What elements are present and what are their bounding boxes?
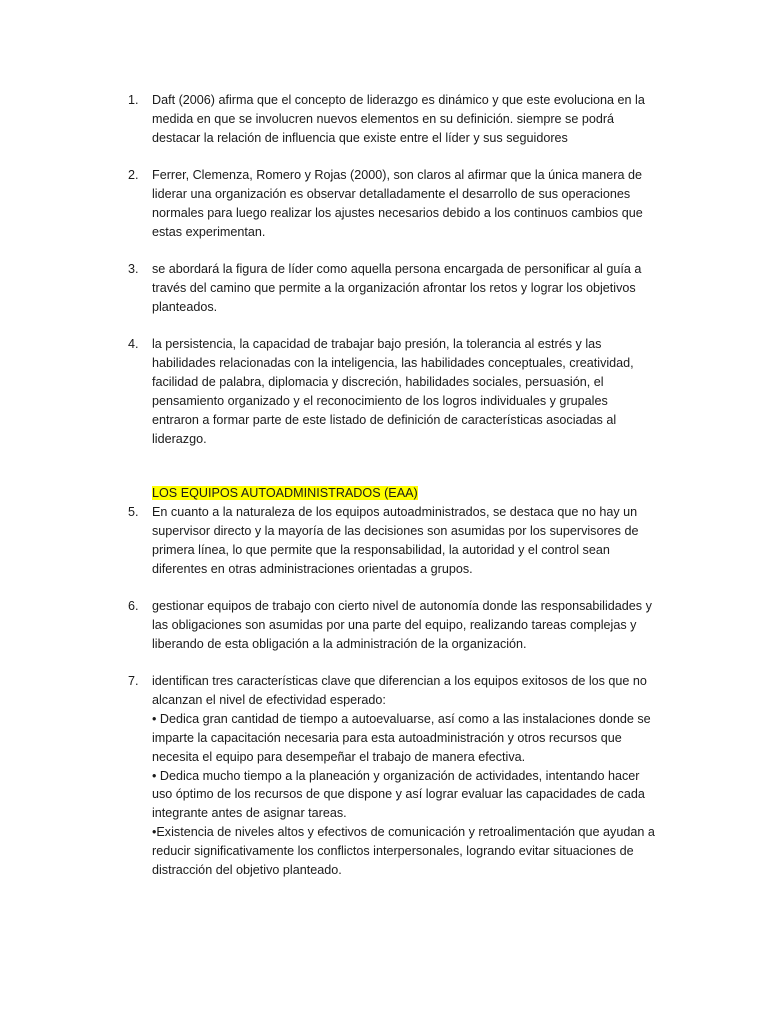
text-line: destacar la relación de influencia que existe entre el líder y sus seguidores: [152, 130, 568, 145]
item-text: [152, 166, 662, 242]
text-line: primera línea, lo que permite que la responsabilidad, la autoridad y el control sean: [152, 542, 610, 557]
text-line: Ferrer, Clemenza, Romero y Rojas (2000), son claros al afirmar que la única manera de: [152, 168, 642, 182]
text-line: se abordará la figura de líder como aquella persona encargada de personificar al guía a: [152, 262, 642, 276]
text-line: liberando de esta obligación a la administración de la organización.: [152, 636, 527, 651]
item-text: [152, 597, 662, 654]
item-text: [152, 91, 662, 148]
text-line: liderazgo.: [152, 431, 207, 446]
text-line: distracción del objetivo planteado.: [152, 863, 342, 878]
text-line: • Dedica mucho tiempo a la planeación y organización de actividades, intentando hacer: [152, 768, 640, 783]
text-line: uso óptimo de los recursos de que dispone y así lograr evaluar las capacidades de cada: [152, 787, 645, 802]
section-heading: LOS EQUIPOS AUTOADMINISTRADOS (EAA): [152, 486, 418, 500]
item-number: 7.: [128, 674, 139, 688]
item-number: 6.: [128, 599, 139, 613]
item-text: [152, 503, 662, 579]
text-line: las obligaciones son asumidas por una parte del equipo, realizando tareas complejas y: [152, 617, 637, 632]
text-line: Daft (2006) afirma que el concepto de liderazgo es dinámico y que este evoluciona en la: [152, 93, 645, 107]
text-line: diferentes en otras administraciones orientadas a grupos.: [152, 561, 473, 576]
text-line: facilidad de palabra, diplomacia y discreción, habilidades sociales, persuasión, el: [152, 374, 604, 389]
text-line: necesita el equipo para desempeñar el trabajo de manera efectiva.: [152, 749, 526, 764]
text-line: •Existencia de niveles altos y efectivos de comunicación y retroalimentación que ayudan a: [152, 825, 655, 840]
text-line: identifican tres características clave que diferencian a los equipos exitosos de los que no: [152, 674, 647, 688]
item-number: 1.: [128, 93, 139, 107]
text-line: través del camino que permite a la organización afrontar los retos y lograr los objetivos: [152, 280, 636, 295]
text-line: imparte la capacitación necesaria para esta autoadministración y otros recursos que: [152, 730, 622, 745]
item-number: 3.: [128, 262, 139, 276]
text-line: • Dedica gran cantidad de tiempo a autoevaluarse, así como a las instalaciones donde se: [152, 711, 651, 726]
text-line: alcanzan el nivel de efectividad esperado:: [152, 692, 386, 707]
text-line: la persistencia, la capacidad de trabajar bajo presión, la tolerancia al estrés y las: [152, 337, 602, 351]
item-text: [152, 260, 662, 317]
text-line: habilidades relacionadas con la inteligencia, las habilidades conceptuales, creatividad,: [152, 355, 634, 370]
text-line: normales para luego realizar los ajustes necesarios debido a los continuos cambios que: [152, 205, 643, 220]
text-line: En cuanto a la naturaleza de los equipos autoadministrados, se destaca que no hay un: [152, 505, 638, 519]
item-text: [152, 335, 662, 448]
item-number: 4.: [128, 337, 139, 351]
text-line: pensamiento organizado y el reconocimiento de los logros individuales y grupales: [152, 393, 608, 408]
text-line: supervisor directo y la mayoría de las decisiones son asumidas por los supervisores de: [152, 523, 639, 538]
text-line: reducir significativamente los conflictos interpersonales, logrando evitar situaciones de: [152, 844, 634, 859]
text-line: integrante antes de asignar tareas.: [152, 806, 347, 821]
item-text: [152, 672, 662, 880]
text-line: liderar una organización es observar detalladamente el desarrollo de sus operaciones: [152, 186, 631, 201]
item-number: 5.: [128, 505, 139, 519]
text-line: estas experimentan.: [152, 224, 266, 239]
text-line: medida en que se involucren nuevos elementos en su definición. siempre se podrá: [152, 111, 615, 126]
text-line: entraron a formar parte de este listado de definición de características asociadas al: [152, 412, 617, 427]
item-number: 2.: [128, 168, 139, 182]
text-line: planteados.: [152, 299, 218, 314]
text-line: gestionar equipos de trabajo con cierto nivel de autonomía donde las responsabilidades y: [152, 599, 652, 613]
